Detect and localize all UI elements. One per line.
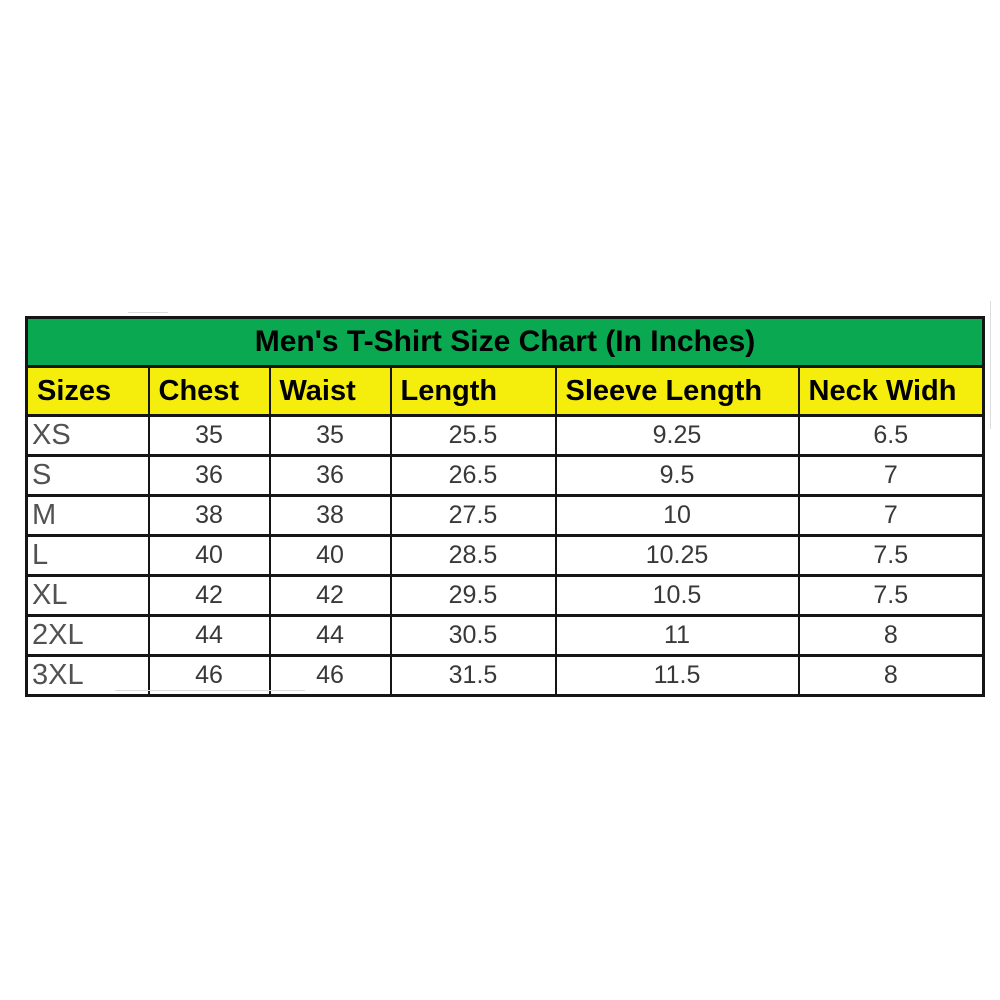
- column-header-waist: Waist: [270, 367, 391, 416]
- title-row: [27, 318, 984, 367]
- column-header-chest: Chest: [149, 367, 270, 416]
- length-value: 25.5: [391, 416, 556, 456]
- chest-value: 38: [149, 496, 270, 536]
- table-title: Men's T-Shirt Size Chart (In Inches): [27, 318, 984, 367]
- sleeve-length-value: 9.25: [556, 416, 799, 456]
- length-value: 29.5: [391, 576, 556, 616]
- column-header-length: Length: [391, 367, 556, 416]
- neck-width-value: 7.5: [799, 536, 984, 576]
- neck-width-value: 7.5: [799, 576, 984, 616]
- column-header-sleeve-length: Sleeve Length: [556, 367, 799, 416]
- size-label: 2XL: [27, 616, 149, 656]
- neck-width-value: 6.5: [799, 416, 984, 456]
- sleeve-length-value: 10.25: [556, 536, 799, 576]
- table-row-xs: [27, 416, 984, 456]
- length-value: 31.5: [391, 656, 556, 696]
- chest-value: 36: [149, 456, 270, 496]
- size-label: XL: [27, 576, 149, 616]
- neck-width-value: 7: [799, 496, 984, 536]
- table-row-m: [27, 496, 984, 536]
- table-row-s: [27, 456, 984, 496]
- gridline-artifact: [128, 312, 168, 313]
- sleeve-length-value: 10.5: [556, 576, 799, 616]
- length-value: 26.5: [391, 456, 556, 496]
- sleeve-length-value: 11: [556, 616, 799, 656]
- gridline-artifact: [990, 301, 991, 429]
- length-value: 27.5: [391, 496, 556, 536]
- sleeve-length-value: 9.5: [556, 456, 799, 496]
- waist-value: 40: [270, 536, 391, 576]
- chest-value: 35: [149, 416, 270, 456]
- size-label: L: [27, 536, 149, 576]
- chest-value: 44: [149, 616, 270, 656]
- waist-value: 44: [270, 616, 391, 656]
- neck-width-value: 8: [799, 616, 984, 656]
- chest-value: 40: [149, 536, 270, 576]
- length-value: 28.5: [391, 536, 556, 576]
- chest-value: 46: [149, 656, 270, 696]
- chest-value: 42: [149, 576, 270, 616]
- column-header-sizes: Sizes: [27, 367, 149, 416]
- sleeve-length-value: 10: [556, 496, 799, 536]
- gridline-artifact: [115, 690, 305, 691]
- column-header-neck-width: Neck Widh: [799, 367, 984, 416]
- sleeve-length-value: 11.5: [556, 656, 799, 696]
- table-row-2xl: [27, 616, 984, 656]
- header-row: [27, 367, 984, 416]
- waist-value: 42: [270, 576, 391, 616]
- size-chart-table: [25, 316, 985, 697]
- length-value: 30.5: [391, 616, 556, 656]
- size-label: M: [27, 496, 149, 536]
- size-label: S: [27, 456, 149, 496]
- size-label: 3XL: [27, 656, 149, 696]
- waist-value: 36: [270, 456, 391, 496]
- waist-value: 38: [270, 496, 391, 536]
- neck-width-value: 8: [799, 656, 984, 696]
- waist-value: 46: [270, 656, 391, 696]
- table-row-l: [27, 536, 984, 576]
- size-label: XS: [27, 416, 149, 456]
- neck-width-value: 7: [799, 456, 984, 496]
- waist-value: 35: [270, 416, 391, 456]
- table-row-xl: [27, 576, 984, 616]
